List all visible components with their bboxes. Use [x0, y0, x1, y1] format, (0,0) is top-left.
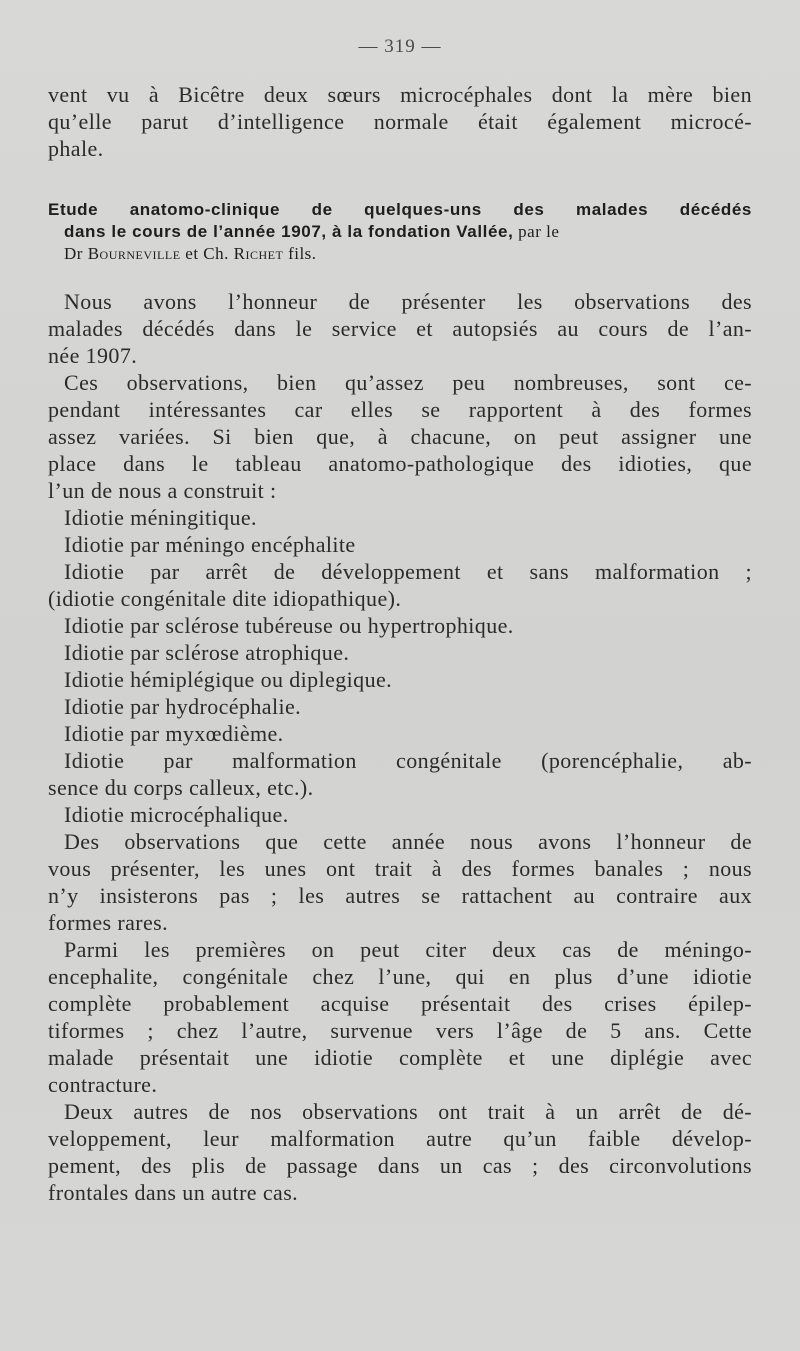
author-bourneville: Bourneville — [87, 244, 181, 263]
text-line: Ces observations, bien qu’assez peu nombreuses, sont ce- — [64, 370, 752, 395]
page-number: — 319 — — [358, 36, 442, 57]
intro-line: phale. — [48, 136, 104, 161]
author-richet: Richet — [233, 244, 284, 263]
text-line: Idiotie par malformation congénitale (porencéphalie, ab- — [64, 748, 752, 773]
list-item: Idiotie par méningo encéphalite — [64, 532, 356, 557]
text-line: sence du corps calleux, etc.). — [48, 775, 314, 800]
byline-prefix: par le — [513, 222, 560, 241]
text-line: malade présentait une idiotie complète et une diplégie avec — [48, 1045, 752, 1070]
list-item: Idiotie méningitique. — [64, 505, 257, 530]
text-line: assez variées. Si bien que, à chacune, on peut assigner une — [48, 424, 752, 449]
body-text — [48, 288, 752, 1206]
list-item: Idiotie hémiplégique ou diplegique. — [64, 667, 393, 692]
byline-and: et Ch. — [180, 244, 234, 263]
heading-line-1: Etude anatomo-clinique de quelques-uns des malades décédés — [48, 200, 752, 219]
text-line: malades décédés dans le service et autopsiés au cours de l’an- — [48, 316, 752, 341]
text-line: vous présenter, les unes ont trait à des formes banales ; nous — [48, 856, 752, 881]
list-item: Idiotie par hydrocéphalie. — [64, 694, 302, 719]
text-line: née 1907. — [48, 343, 138, 368]
text-line: place dans le tableau anatomo-pathologique des idioties, que — [48, 451, 752, 476]
text-line: encephalite, congénitale chez l’une, qui en plus d’une idiotie — [48, 964, 752, 989]
text-line: (idiotie congénitale dite idiopathique). — [48, 586, 402, 611]
heading-byline — [48, 243, 752, 265]
intro-line: vent vu à Bicêtre deux sœurs microcéphales dont la mère bien — [48, 82, 752, 107]
text-line: Parmi les premières on peut citer deux cas de méningo- — [64, 937, 752, 962]
text-line: formes rares. — [48, 910, 169, 935]
byline-end: fils. — [283, 244, 317, 263]
list-item: Idiotie par myxœdième. — [64, 721, 284, 746]
heading-line-2 — [48, 221, 752, 243]
text-line: l’un de nous a construit : — [48, 478, 277, 503]
text-line: Nous avons l’honneur de présenter les observations des — [64, 289, 752, 314]
intro-line: qu’elle parut d’intelligence normale était également microcé- — [48, 109, 752, 134]
list-item: Idiotie microcéphalique. — [64, 802, 289, 827]
text-line: Des observations que cette année nous avons l’honneur de — [64, 829, 752, 854]
text-line: Idiotie par arrêt de développement et sans malformation ; — [64, 559, 752, 584]
text-line: contracture. — [48, 1072, 158, 1097]
byline-dr: Dr — [64, 244, 83, 263]
list-item: Idiotie par sclérose tubéreuse ou hypertrophique. — [64, 613, 514, 638]
text-line: n’y insisterons pas ; les autres se rattachent au contraire aux — [48, 883, 752, 908]
text-line: pement, des plis de passage dans un cas ; des circonvolutions — [48, 1153, 752, 1178]
text-line: Deux autres de nos observations ont trait à un arrêt de dé- — [64, 1099, 752, 1124]
text-line: pendant intéressantes car elles se rapportent à des formes — [48, 397, 752, 422]
heading-line-2-text: dans le cours de l’année 1907, à la fondation Vallée, — [64, 222, 514, 241]
section-heading — [48, 199, 752, 265]
text-line: veloppement, leur malformation autre qu’un faible dévelop- — [48, 1126, 752, 1151]
list-item: Idiotie par sclérose atrophique. — [64, 640, 350, 665]
text-line: frontales dans un autre cas. — [48, 1180, 299, 1205]
intro-paragraph — [48, 81, 752, 162]
text-line: complète probablement acquise présentait des crises épilep- — [48, 991, 752, 1016]
text-line: tiformes ; chez l’autre, survenue vers l’âge de 5 ans. Cette — [48, 1018, 752, 1043]
